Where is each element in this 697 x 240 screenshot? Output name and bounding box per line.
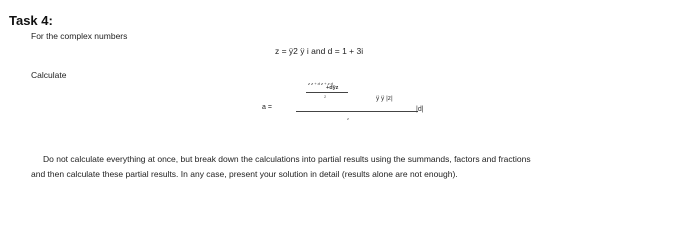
- formula-denominator-mini: 2: [324, 94, 327, 99]
- instructions: [31, 152, 681, 182]
- formula-lhs: a =: [262, 104, 272, 111]
- instructions-line-2: and then calculate these partial results. In any case, present your solution in detail (results alone are not enough).: [31, 169, 458, 179]
- formula-numerator-part: +dÿz: [326, 85, 339, 91]
- intro-text: For the complex numbers: [31, 31, 128, 41]
- formula-a: [262, 78, 432, 138]
- given-values: z = ÿ2 ÿ i and d = 1 + 3i: [275, 46, 364, 56]
- formula-bottom-mini: z: [347, 116, 349, 121]
- calculate-label: Calculate: [31, 70, 67, 80]
- instructions-line-1: Do not calculate everything at once, but break down the calculations into partial results using the summands, factors and fractions: [43, 154, 531, 164]
- main-fraction-line: [296, 111, 400, 112]
- formula-abs-d: |d|: [416, 106, 424, 113]
- inner-fraction-line: [306, 92, 348, 93]
- task-title: Task 4:: [9, 13, 53, 28]
- formula-numerator-small: z z + d z + z d: [308, 81, 333, 86]
- formula-right-fragment: ÿ ÿ |z|: [376, 95, 393, 102]
